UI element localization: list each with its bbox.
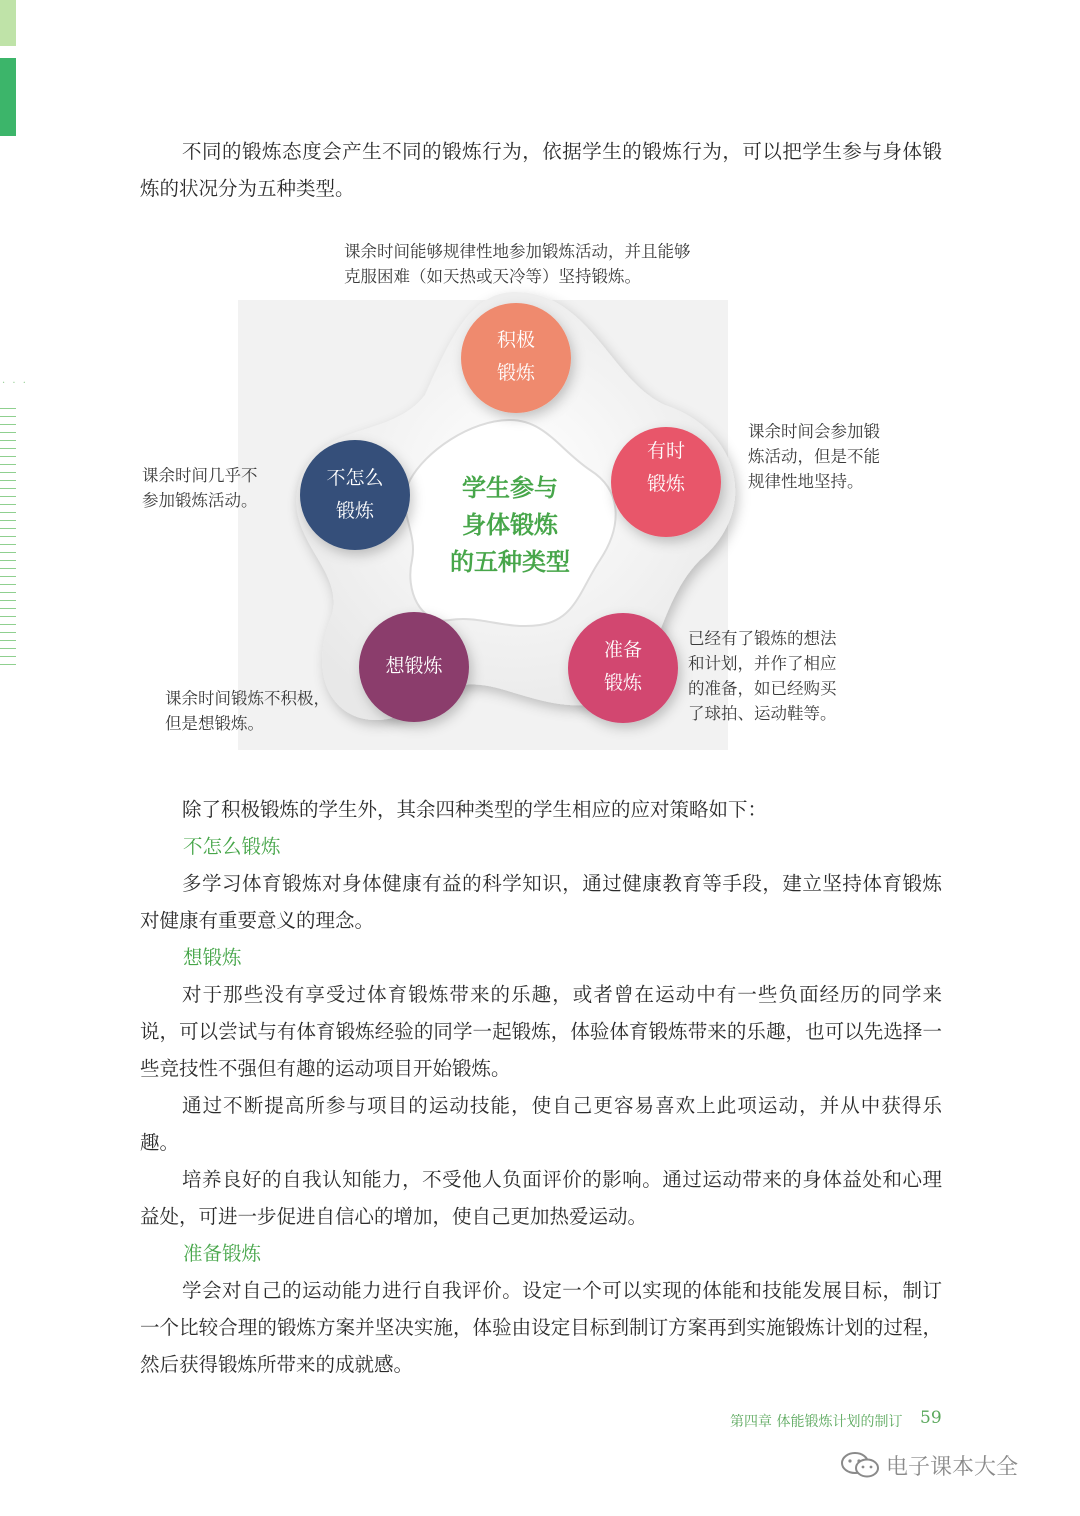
- edge-tab-light: [0, 0, 16, 46]
- watermark: [840, 1450, 1018, 1485]
- callout-rarely: 课余时间几乎不 参加锻炼活动。: [142, 466, 258, 510]
- watermark-text: 电子课本大全: [886, 1455, 1019, 1480]
- section-heading-wanting: 想锻炼: [183, 946, 242, 969]
- five-types-diagram: [0, 230, 1080, 750]
- node-label-active: 积极 锻炼: [496, 329, 535, 384]
- node-label-rarely: 不怎么 锻炼: [326, 467, 384, 522]
- diagram-center-title: 学生参与 身体锻炼 的五种类型: [450, 474, 570, 576]
- section-wanting-paragraph-3: 培养良好的自我认知能力，不受他人负面评价的影响。通过运动带来的身体益处和心理益处，可进一步促进自信心的增加，使自己更加热爱运动。: [140, 1168, 942, 1228]
- section-heading-rarely: 不怎么锻炼: [183, 835, 281, 858]
- section-preparing-paragraph: 学会对自己的运动能力进行自我评价。设定一个可以实现的体能和技能发展目标，制订一个比较合理的锻炼方案并坚决实施，体验由设定目标到制订方案再到实施锻炼计划的过程，然后获得锻炼所带来的成就感。: [140, 1279, 942, 1376]
- node-label-preparing: 准备 锻炼: [603, 639, 642, 694]
- node-label-wanting: 想锻炼: [385, 655, 443, 677]
- callout-wanting: 课余时间锻炼不积极， 但是想锻炼。: [165, 689, 330, 733]
- callout-preparing: 已经有了锻炼的想法 和计划，并作了相应 的准备，如已经购买 了球拍、运动鞋等。: [688, 629, 837, 723]
- node-label-sometimes: 有时 锻炼: [646, 440, 685, 495]
- section-wanting-paragraph-2: 通过不断提高所参与项目的运动技能，使自己更容易喜欢上此项运动，并从中获得乐趣。: [140, 1094, 942, 1154]
- edge-tab-green: [0, 58, 16, 136]
- edge-dots: · · ·: [2, 378, 28, 389]
- section-wanting-paragraph-1: 对于那些没有享受过体育锻炼带来的乐趣，或者曾在运动中有一些负面经历的同学来说，可以尝试与有体育锻炼经验的同学一起锻炼，体验体育锻炼带来的乐趣，也可以先选择一些竞技性不强但有趣的运动项目开始锻炼。: [140, 983, 942, 1080]
- intro-paragraph: 不同的锻炼态度会产生不同的锻炼行为，依据学生的锻炼行为，可以把学生参与身体锻炼的状况分为五种类型。: [140, 140, 942, 200]
- wechat-icon: [840, 1451, 880, 1485]
- callout-active: 课余时间能够规律性地参加锻炼活动，并且能够 克服困难（如天热或天冷等）坚持锻炼。: [344, 242, 691, 286]
- footer-chapter-title: 第四章 体能锻炼计划的制订: [730, 1414, 903, 1430]
- footer-page-number: 59: [920, 1408, 942, 1428]
- section-heading-preparing: 准备锻炼: [183, 1242, 262, 1265]
- callout-sometimes: 课余时间会参加锻 炼活动，但是不能 规律性地坚持。: [748, 422, 880, 491]
- section-rarely-paragraph: 多学习体育锻炼对身体健康有益的科学知识，通过健康教育等手段，建立坚持体育锻炼对健康有重要意义的理念。: [140, 872, 942, 932]
- strategy-intro: 除了积极锻炼的学生外，其余四种类型的学生相应的应对策略如下：: [182, 798, 768, 821]
